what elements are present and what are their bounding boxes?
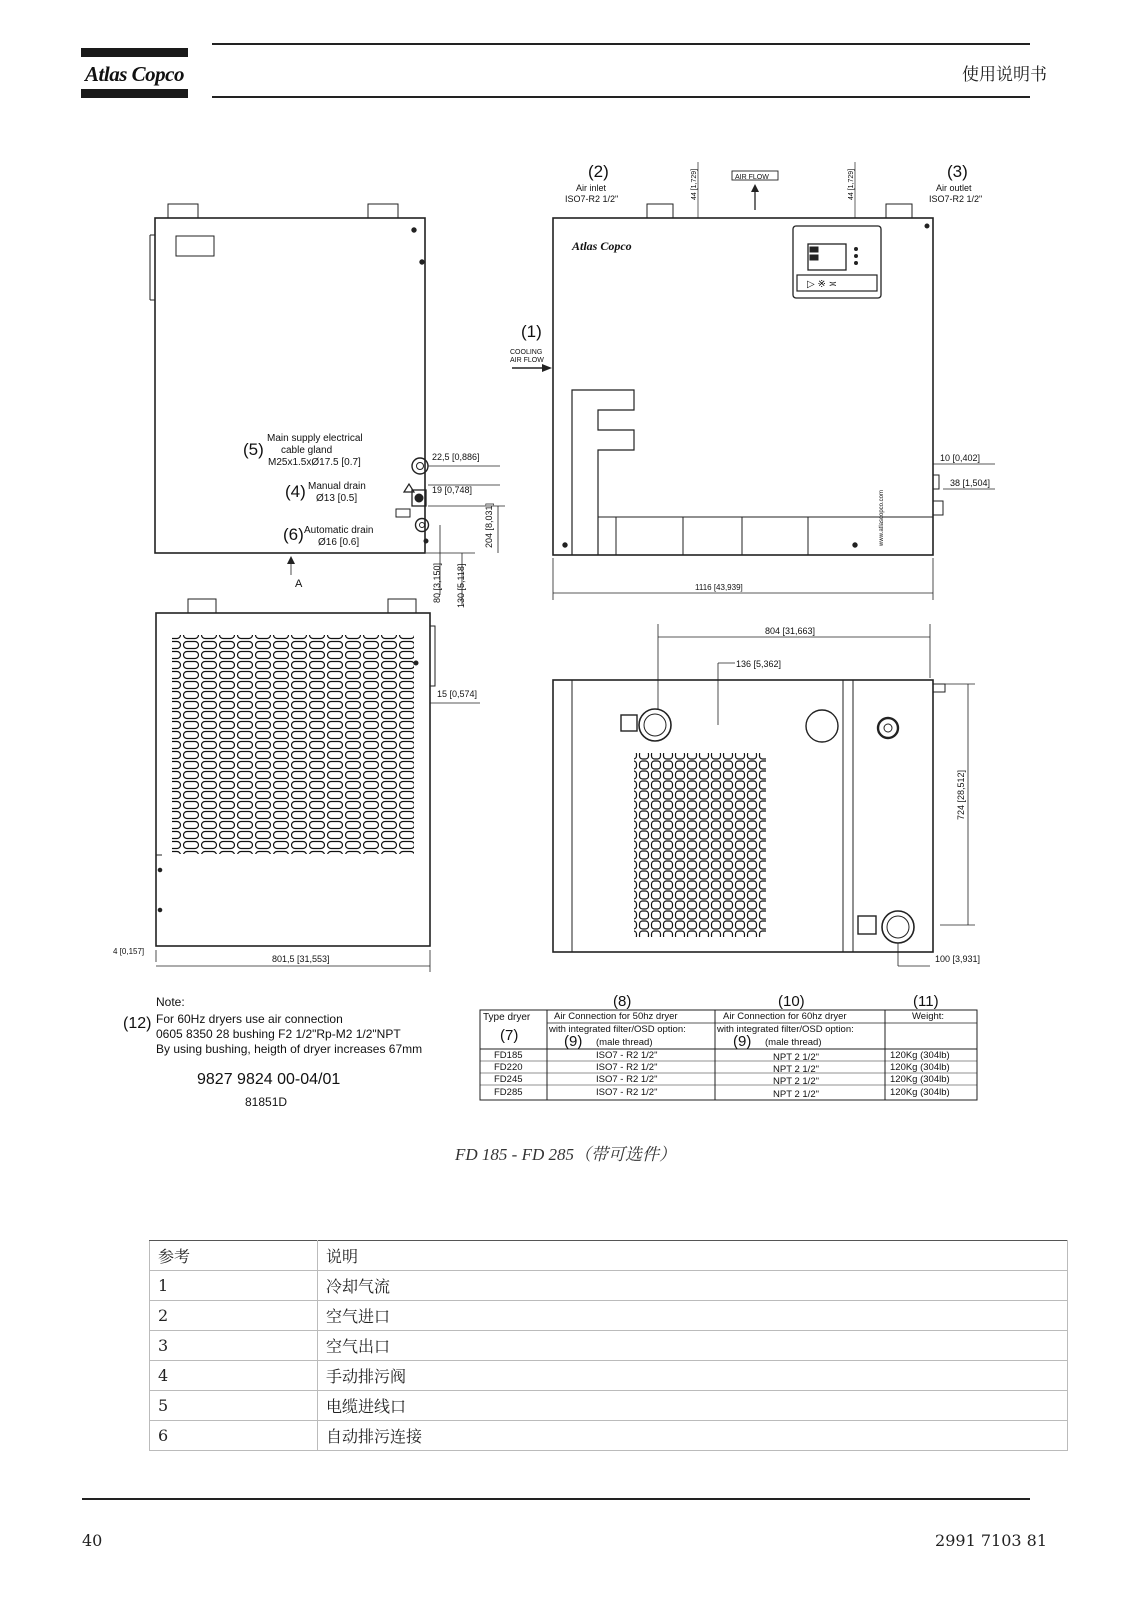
table-row (150, 1361, 1068, 1391)
dim-204: 204 [8,031] (484, 502, 494, 548)
cell-ref: 2 (150, 1301, 318, 1331)
cell-ref: 4 (150, 1361, 318, 1391)
top-view (553, 680, 945, 952)
svg-text:ISO7 - R2 1/2": ISO7 - R2 1/2" (596, 1087, 658, 1098)
ref-9-b: (9) (733, 1033, 752, 1050)
dim-10: 10 [0,402] (940, 453, 981, 463)
cell-desc: 空气进口 (318, 1301, 1068, 1331)
logo-bar-bottom (81, 89, 188, 98)
cell-ref: 3 (150, 1331, 318, 1361)
label-air-inlet-thread: ISO7-R2 1/2" (565, 194, 619, 204)
svg-text:120Kg (304lb): 120Kg (304lb) (890, 1074, 950, 1085)
ref-4: (4) (285, 482, 306, 501)
dim-44-outlet: 44 [1,729] (848, 168, 855, 200)
label-automatic-drain: Automatic drain (304, 525, 374, 536)
label-gland-size: M25x1.5xØ17.5 [0.7] (268, 457, 361, 468)
ref-1: (1) (521, 322, 542, 341)
label-air-outlet: Air outlet (936, 183, 972, 193)
logo-bar-top (81, 48, 188, 57)
cell-ref: 1 (150, 1271, 318, 1301)
figure-caption: FD 185 - FD 285（带可选件） (455, 1145, 676, 1164)
svg-text:NPT 2 1/2": NPT 2 1/2" (773, 1052, 819, 1063)
document-title: 使用说明书 (962, 65, 1047, 85)
drawing-code: 81851D (245, 1095, 288, 1109)
spec-header-50hz: Air Connection for 50hz dryer (554, 1011, 678, 1022)
view-a-label: A (295, 578, 303, 590)
spec-header-60hz-3: (male thread) (765, 1037, 822, 1048)
svg-text:FD285: FD285 (494, 1087, 523, 1098)
svg-text:FD245: FD245 (494, 1074, 523, 1085)
page-number: 40 (82, 1531, 103, 1550)
reference-table (149, 1240, 1068, 1451)
dim-80: 80 [3,150] (432, 562, 442, 603)
ref-11: (11) (913, 993, 939, 1010)
dim-22-5: 22,5 [0,886] (432, 452, 480, 462)
spec-header-50hz-3: (male thread) (596, 1037, 653, 1048)
svg-text:ISO7 - R2 1/2": ISO7 - R2 1/2" (596, 1074, 658, 1085)
svg-text:NPT 2 1/2": NPT 2 1/2" (773, 1076, 819, 1087)
cell-desc: 冷却气流 (318, 1271, 1068, 1301)
svg-text:120Kg (304lb): 120Kg (304lb) (890, 1087, 950, 1098)
label-manual-drain: Manual drain (308, 481, 366, 492)
table-row (150, 1421, 1068, 1451)
dim-804: 804 [31,663] (765, 626, 816, 636)
air-flow-arrow (751, 184, 759, 210)
note-line-1: For 60Hz dryers use air connection (156, 1012, 343, 1026)
table-row (150, 1271, 1068, 1301)
svg-text:120Kg (304lb): 120Kg (304lb) (890, 1062, 950, 1073)
dim-44-inlet: 44 [1,729] (691, 168, 698, 200)
front-brand-label: Atlas Copco (572, 239, 632, 253)
dimension-drawing (110, 150, 1010, 1110)
note-line-2: 0605 8350 28 bushing F2 1/2"Rp-M2 1/2"NPT (156, 1027, 401, 1041)
label-air-inlet: Air inlet (576, 183, 607, 193)
svg-text:▷ ※ ≍: ▷ ※ ≍ (807, 279, 838, 290)
label-manual-drain-size: Ø13 [0.5] (316, 493, 358, 504)
header-rule-top (212, 43, 1030, 45)
note-line-3: By using bushing, heigth of dryer increases 67mm (156, 1042, 423, 1056)
svg-text:NPT 2 1/2": NPT 2 1/2" (773, 1064, 819, 1075)
ref-2: (2) (588, 162, 609, 181)
label-air-flow: AIR FLOW (735, 174, 769, 181)
spec-header-type: Type dryer (483, 1012, 531, 1023)
svg-text:ISO7 - R2 1/2": ISO7 - R2 1/2" (596, 1050, 658, 1061)
dim-100: 100 [3,931] (935, 954, 981, 964)
cell-desc: 自动排污连接 (318, 1421, 1068, 1451)
spec-header-weight: Weight: (912, 1011, 945, 1022)
footer-doc-number: 2991 7103 81 (935, 1531, 1047, 1550)
cooling-air-arrow (512, 364, 552, 372)
table-row (150, 1391, 1068, 1421)
dim-724: 724 [28,512] (956, 769, 966, 820)
dim-130: 130 [5,118] (456, 563, 466, 608)
dim-4: 4 [0,157] (113, 947, 145, 956)
label-main-supply: Main supply electrical (267, 433, 363, 444)
footer-rule (82, 1498, 1030, 1500)
cell-desc: 手动排污阀 (318, 1361, 1068, 1391)
atlas-copco-logo: Atlas Copco (85, 62, 184, 86)
note-title: Note: (156, 995, 185, 1009)
ref-6: (6) (283, 525, 304, 544)
front-website-label: www.atlascopco.com (879, 489, 885, 546)
cell-desc: 电缆进线口 (318, 1391, 1068, 1421)
ref-3: (3) (947, 162, 968, 181)
label-cooling-air-flow: AIR FLOW (510, 357, 544, 364)
svg-text:NPT 2 1/2": NPT 2 1/2" (773, 1089, 819, 1100)
svg-text:120Kg (304lb): 120Kg (304lb) (890, 1050, 950, 1061)
ref-5: (5) (243, 440, 264, 459)
label-cable-gland: cable gland (281, 445, 333, 456)
cell-desc: 空气出口 (318, 1331, 1068, 1361)
table-header-row (150, 1241, 1068, 1271)
spec-header-60hz-2: with integrated filter/OSD option: (717, 1024, 854, 1035)
spec-row (494, 1087, 950, 1100)
svg-text:FD185: FD185 (494, 1050, 523, 1061)
dim-1116: 1116 [43,939] (695, 583, 743, 592)
spec-header-50hz-2: with integrated filter/OSD option: (549, 1024, 686, 1035)
svg-text:ISO7 - R2 1/2": ISO7 - R2 1/2" (596, 1062, 658, 1073)
header-reference: 参考 (150, 1241, 318, 1271)
ref-10: (10) (778, 993, 805, 1010)
rear-view (156, 599, 435, 946)
ref-9-a: (9) (564, 1033, 583, 1050)
label-cooling: COOLING (510, 349, 543, 356)
dim-19: 19 [0,748] (432, 485, 473, 495)
ref-12: (12) (123, 1015, 152, 1032)
cell-ref: 5 (150, 1391, 318, 1421)
header-description: 说明 (318, 1241, 1068, 1271)
drawing-number: 9827 9824 00-04/01 (197, 1071, 341, 1088)
table-row (150, 1301, 1068, 1331)
table-row (150, 1331, 1068, 1361)
dim-38: 38 [1,504] (950, 478, 991, 488)
svg-text:FD220: FD220 (494, 1062, 523, 1073)
ref-8: (8) (613, 993, 632, 1010)
ref-7: (7) (500, 1027, 519, 1044)
dim-136: 136 [5,362] (736, 659, 782, 669)
dim-15: 15 [0,574] (437, 689, 478, 699)
label-air-outlet-thread: ISO7-R2 1/2" (929, 194, 983, 204)
header-rule-bottom (212, 96, 1030, 98)
spec-header-60hz: Air Connection for 60hz dryer (723, 1011, 847, 1022)
dim-801-5: 801,5 [31,553] (272, 954, 330, 964)
cell-ref: 6 (150, 1421, 318, 1451)
label-automatic-drain-size: Ø16 [0.6] (318, 537, 360, 548)
